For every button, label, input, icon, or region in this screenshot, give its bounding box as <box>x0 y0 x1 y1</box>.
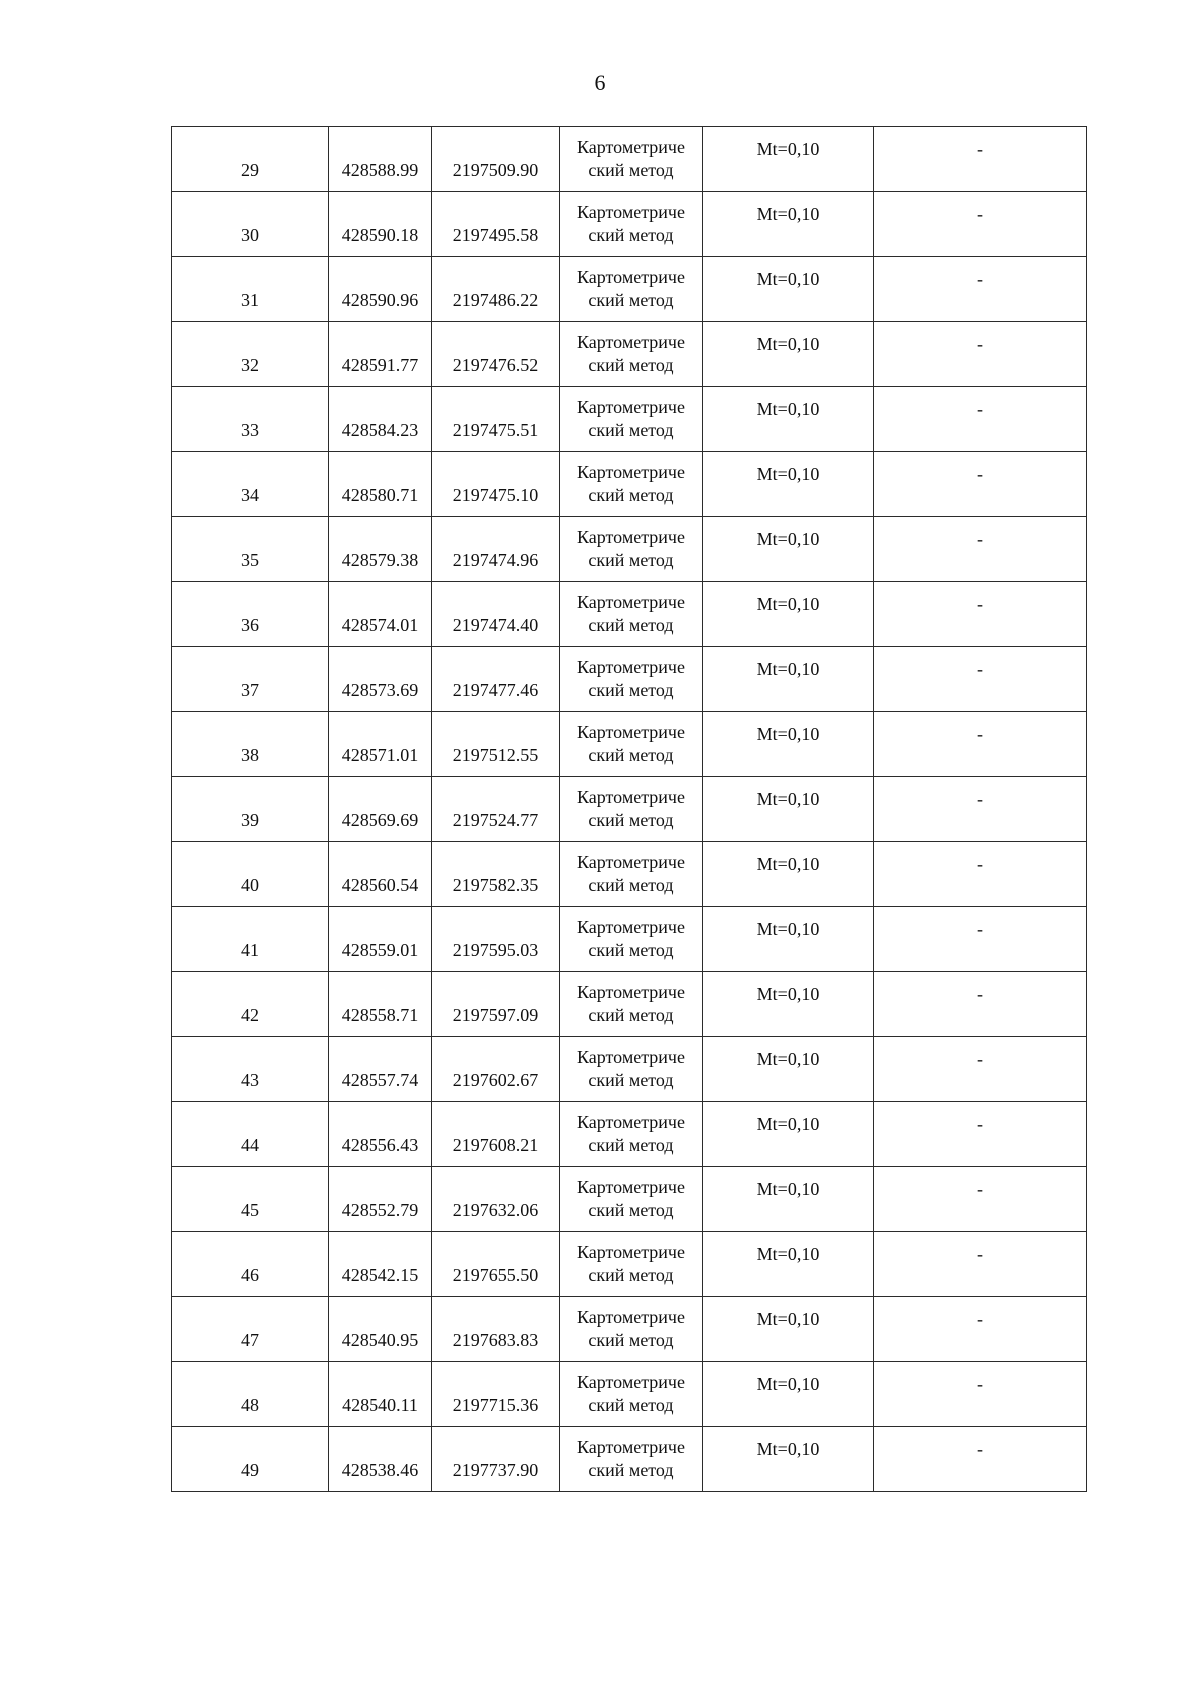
y-coordinate-cell: 2197476.52 <box>432 322 560 387</box>
y-coordinate-cell: 2197655.50 <box>432 1232 560 1297</box>
accuracy-cell: Mt=0,10 <box>703 257 874 322</box>
y-coordinate-cell: 2197715.36 <box>432 1362 560 1427</box>
method-cell <box>560 1297 703 1362</box>
method-line-2: ский метод <box>588 1265 674 1285</box>
y-coordinate-cell: 2197486.22 <box>432 257 560 322</box>
table-row <box>172 1427 1087 1492</box>
note-cell: - <box>874 582 1087 647</box>
method-cell <box>560 517 703 582</box>
note-cell: - <box>874 842 1087 907</box>
point-number-cell: 37 <box>172 647 329 712</box>
method-cell <box>560 1427 703 1492</box>
y-coordinate-cell: 2197608.21 <box>432 1102 560 1167</box>
method-line-2: ский метод <box>588 810 674 830</box>
point-number-cell: 35 <box>172 517 329 582</box>
point-number-cell: 42 <box>172 972 329 1037</box>
coordinates-table-body <box>172 127 1087 1492</box>
table-row <box>172 842 1087 907</box>
x-coordinate-cell: 428590.96 <box>329 257 432 322</box>
method-line-1: Картометриче <box>577 592 685 612</box>
method-line-1: Картометриче <box>577 1437 685 1457</box>
x-coordinate-cell: 428571.01 <box>329 712 432 777</box>
method-cell <box>560 322 703 387</box>
note-cell: - <box>874 1362 1087 1427</box>
method-cell <box>560 1037 703 1102</box>
method-cell <box>560 972 703 1037</box>
method-line-1: Картометриче <box>577 527 685 547</box>
table-row <box>172 972 1087 1037</box>
point-number-cell: 48 <box>172 1362 329 1427</box>
method-line-1: Картометриче <box>577 1047 685 1067</box>
table-row <box>172 387 1087 452</box>
method-line-2: ский метод <box>588 875 674 895</box>
x-coordinate-cell: 428560.54 <box>329 842 432 907</box>
note-cell: - <box>874 1232 1087 1297</box>
accuracy-cell: Mt=0,10 <box>703 387 874 452</box>
note-cell: - <box>874 1037 1087 1102</box>
accuracy-cell: Mt=0,10 <box>703 192 874 257</box>
accuracy-cell: Mt=0,10 <box>703 842 874 907</box>
y-coordinate-cell: 2197477.46 <box>432 647 560 712</box>
x-coordinate-cell: 428552.79 <box>329 1167 432 1232</box>
y-coordinate-cell: 2197683.83 <box>432 1297 560 1362</box>
accuracy-cell: Mt=0,10 <box>703 1232 874 1297</box>
note-cell: - <box>874 907 1087 972</box>
accuracy-cell: Mt=0,10 <box>703 777 874 842</box>
note-cell: - <box>874 127 1087 192</box>
x-coordinate-cell: 428556.43 <box>329 1102 432 1167</box>
point-number-cell: 46 <box>172 1232 329 1297</box>
method-line-2: ский метод <box>588 680 674 700</box>
method-line-2: ский метод <box>588 1070 674 1090</box>
note-cell: - <box>874 257 1087 322</box>
y-coordinate-cell: 2197474.96 <box>432 517 560 582</box>
x-coordinate-cell: 428574.01 <box>329 582 432 647</box>
accuracy-cell: Mt=0,10 <box>703 322 874 387</box>
method-line-1: Картометриче <box>577 917 685 937</box>
coordinates-table <box>171 126 1087 1492</box>
method-cell <box>560 712 703 777</box>
point-number-cell: 49 <box>172 1427 329 1492</box>
y-coordinate-cell: 2197597.09 <box>432 972 560 1037</box>
method-cell <box>560 452 703 517</box>
table-row <box>172 1297 1087 1362</box>
table-row <box>172 1037 1087 1102</box>
note-cell: - <box>874 647 1087 712</box>
point-number-cell: 43 <box>172 1037 329 1102</box>
point-number-cell: 40 <box>172 842 329 907</box>
y-coordinate-cell: 2197602.67 <box>432 1037 560 1102</box>
table-row <box>172 582 1087 647</box>
method-line-1: Картометриче <box>577 982 685 1002</box>
x-coordinate-cell: 428540.95 <box>329 1297 432 1362</box>
x-coordinate-cell: 428591.77 <box>329 322 432 387</box>
point-number-cell: 33 <box>172 387 329 452</box>
method-line-2: ский метод <box>588 1005 674 1025</box>
note-cell: - <box>874 192 1087 257</box>
method-cell <box>560 1362 703 1427</box>
method-line-1: Картометриче <box>577 202 685 222</box>
method-cell <box>560 1232 703 1297</box>
point-number-cell: 45 <box>172 1167 329 1232</box>
point-number-cell: 30 <box>172 192 329 257</box>
method-line-1: Картометриче <box>577 1242 685 1262</box>
table-row <box>172 777 1087 842</box>
x-coordinate-cell: 428540.11 <box>329 1362 432 1427</box>
method-line-2: ский метод <box>588 1395 674 1415</box>
accuracy-cell: Mt=0,10 <box>703 972 874 1037</box>
y-coordinate-cell: 2197474.40 <box>432 582 560 647</box>
method-line-1: Картометриче <box>577 397 685 417</box>
method-cell <box>560 582 703 647</box>
note-cell: - <box>874 387 1087 452</box>
y-coordinate-cell: 2197512.55 <box>432 712 560 777</box>
table-row <box>172 517 1087 582</box>
method-line-1: Картометриче <box>577 462 685 482</box>
method-cell <box>560 1167 703 1232</box>
table-row <box>172 1102 1087 1167</box>
y-coordinate-cell: 2197524.77 <box>432 777 560 842</box>
method-line-2: ский метод <box>588 1330 674 1350</box>
table-row <box>172 452 1087 517</box>
x-coordinate-cell: 428558.71 <box>329 972 432 1037</box>
method-line-1: Картометриче <box>577 1177 685 1197</box>
x-coordinate-cell: 428542.15 <box>329 1232 432 1297</box>
x-coordinate-cell: 428588.99 <box>329 127 432 192</box>
method-cell <box>560 387 703 452</box>
x-coordinate-cell: 428590.18 <box>329 192 432 257</box>
note-cell: - <box>874 322 1087 387</box>
table-row <box>172 907 1087 972</box>
point-number-cell: 47 <box>172 1297 329 1362</box>
accuracy-cell: Mt=0,10 <box>703 1362 874 1427</box>
x-coordinate-cell: 428569.69 <box>329 777 432 842</box>
x-coordinate-cell: 428579.38 <box>329 517 432 582</box>
method-line-2: ский метод <box>588 355 674 375</box>
note-cell: - <box>874 452 1087 517</box>
y-coordinate-cell: 2197595.03 <box>432 907 560 972</box>
table-row <box>172 322 1087 387</box>
method-line-2: ский метод <box>588 615 674 635</box>
x-coordinate-cell: 428557.74 <box>329 1037 432 1102</box>
note-cell: - <box>874 517 1087 582</box>
method-line-1: Картометриче <box>577 1307 685 1327</box>
y-coordinate-cell: 2197495.58 <box>432 192 560 257</box>
method-line-2: ский метод <box>588 1200 674 1220</box>
y-coordinate-cell: 2197737.90 <box>432 1427 560 1492</box>
note-cell: - <box>874 712 1087 777</box>
method-line-2: ский метод <box>588 940 674 960</box>
note-cell: - <box>874 1102 1087 1167</box>
accuracy-cell: Mt=0,10 <box>703 582 874 647</box>
table-row <box>172 127 1087 192</box>
note-cell: - <box>874 972 1087 1037</box>
method-line-1: Картометриче <box>577 657 685 677</box>
table-row <box>172 1232 1087 1297</box>
method-cell <box>560 192 703 257</box>
x-coordinate-cell: 428559.01 <box>329 907 432 972</box>
method-line-2: ский метод <box>588 550 674 570</box>
method-cell <box>560 1102 703 1167</box>
point-number-cell: 34 <box>172 452 329 517</box>
method-line-2: ский метод <box>588 420 674 440</box>
accuracy-cell: Mt=0,10 <box>703 1037 874 1102</box>
table-row <box>172 1167 1087 1232</box>
accuracy-cell: Mt=0,10 <box>703 647 874 712</box>
method-line-2: ский метод <box>588 290 674 310</box>
accuracy-cell: Mt=0,10 <box>703 127 874 192</box>
method-line-1: Картометриче <box>577 332 685 352</box>
accuracy-cell: Mt=0,10 <box>703 1102 874 1167</box>
point-number-cell: 31 <box>172 257 329 322</box>
table-row <box>172 712 1087 777</box>
note-cell: - <box>874 777 1087 842</box>
note-cell: - <box>874 1427 1087 1492</box>
method-line-2: ский метод <box>588 1135 674 1155</box>
accuracy-cell: Mt=0,10 <box>703 1167 874 1232</box>
x-coordinate-cell: 428538.46 <box>329 1427 432 1492</box>
method-line-1: Картометриче <box>577 1372 685 1392</box>
point-number-cell: 36 <box>172 582 329 647</box>
method-line-2: ский метод <box>588 1460 674 1480</box>
table-row <box>172 192 1087 257</box>
method-line-2: ский метод <box>588 745 674 765</box>
accuracy-cell: Mt=0,10 <box>703 1427 874 1492</box>
x-coordinate-cell: 428584.23 <box>329 387 432 452</box>
accuracy-cell: Mt=0,10 <box>703 712 874 777</box>
note-cell: - <box>874 1167 1087 1232</box>
point-number-cell: 32 <box>172 322 329 387</box>
method-cell <box>560 842 703 907</box>
method-line-2: ский метод <box>588 485 674 505</box>
method-cell <box>560 127 703 192</box>
method-line-1: Картометриче <box>577 722 685 742</box>
accuracy-cell: Mt=0,10 <box>703 907 874 972</box>
y-coordinate-cell: 2197582.35 <box>432 842 560 907</box>
y-coordinate-cell: 2197475.51 <box>432 387 560 452</box>
method-line-1: Картометриче <box>577 267 685 287</box>
x-coordinate-cell: 428580.71 <box>329 452 432 517</box>
point-number-cell: 29 <box>172 127 329 192</box>
point-number-cell: 39 <box>172 777 329 842</box>
method-line-2: ский метод <box>588 225 674 245</box>
page-number: 6 <box>594 70 606 95</box>
method-line-2: ский метод <box>588 160 674 180</box>
accuracy-cell: Mt=0,10 <box>703 517 874 582</box>
point-number-cell: 41 <box>172 907 329 972</box>
method-cell <box>560 647 703 712</box>
accuracy-cell: Mt=0,10 <box>703 452 874 517</box>
note-cell: - <box>874 1297 1087 1362</box>
method-line-1: Картометриче <box>577 137 685 157</box>
table-row <box>172 647 1087 712</box>
method-cell <box>560 777 703 842</box>
method-cell <box>560 907 703 972</box>
point-number-cell: 44 <box>172 1102 329 1167</box>
method-cell <box>560 257 703 322</box>
y-coordinate-cell: 2197475.10 <box>432 452 560 517</box>
table-row <box>172 257 1087 322</box>
point-number-cell: 38 <box>172 712 329 777</box>
accuracy-cell: Mt=0,10 <box>703 1297 874 1362</box>
x-coordinate-cell: 428573.69 <box>329 647 432 712</box>
table-row <box>172 1362 1087 1427</box>
method-line-1: Картометриче <box>577 1112 685 1132</box>
y-coordinate-cell: 2197509.90 <box>432 127 560 192</box>
method-line-1: Картометриче <box>577 852 685 872</box>
method-line-1: Картометриче <box>577 787 685 807</box>
y-coordinate-cell: 2197632.06 <box>432 1167 560 1232</box>
